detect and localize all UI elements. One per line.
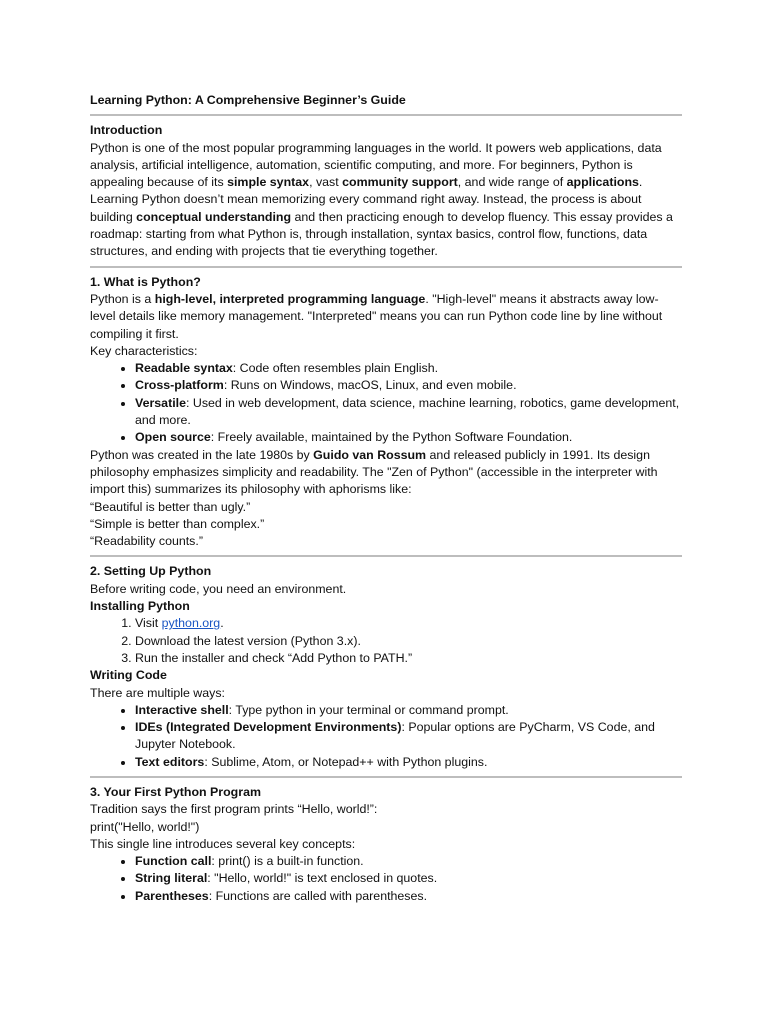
paragraph: This single line introduces several key concepts: [90,836,356,851]
section-heading: 3. Your First Python Program [90,784,261,799]
quote-line: “Simple is better than complex.” [90,516,265,531]
list-item: • Versatile: Used in web development, data science, machine learning, robotics, game development, and more. [135,395,682,430]
paragraph: Python is a high-level, interpreted programming language. "High-level" means it abstracts away low-level details like memory management. "Interpreted" means you can run Python code line by line without compiling it first. [90,291,663,341]
section-divider [90,555,682,557]
section-divider [90,114,682,116]
list-item: 3. Run the installer and check “Add Python to PATH.” [135,650,682,667]
section-setting-up-python [90,563,682,771]
paragraph: Before writing code, you need an environment. [90,581,347,596]
quote-line: “Beautiful is better than ugly.” [90,499,251,514]
paragraph: There are multiple ways: [90,685,225,700]
intro-paragraph: Python is one of the most popular programming languages in the world. It powers web applications, data analysis, artificial intelligence, automation, scientific computing, and more. For beginners, Python is appealing because of its simple syntax, vast community support, and wide range of applications. Learning Python doesn’t mean memorizing every command right away. Instead, the process is about building conceptual understanding and then practicing enough to develop fluency. This essay provides a roadmap: starting from what Python is, through installation, syntax basics, control flow, functions, data structures, and ending with projects that tie everything together. [90,140,673,259]
paragraph: Python was created in the late 1980s by Guido van Rossum and released publicly in 1991. Its design philosophy emphasizes simplicity and readability. The "Zen of Python" (accessible in the interpreter with import this) summarizes its philosophy with aphorisms like: [90,447,658,497]
subheading: Installing Python [90,599,190,614]
bullet-list [90,853,682,905]
list-item: • Cross-platform: Runs on Windows, macOS, Linux, and even mobile. [135,377,682,394]
list-item: • IDEs (Integrated Development Environments): Popular options are PyCharm, VS Code, and Jupyter Notebook. [135,719,682,754]
python-org-link[interactable]: python.org [161,616,221,631]
section-heading: 1. What is Python? [90,274,201,289]
section-introduction [90,122,682,260]
section-what-is-python [90,274,682,551]
list-item: • String literal: "Hello, world!" is text enclosed in quotes. [135,870,682,887]
list-item: • Text editors: Sublime, Atom, or Notepad++ with Python plugins. [135,754,682,771]
list-item: • Open source: Freely available, maintained by the Python Software Foundation. [135,429,682,446]
bullet-list [90,360,682,446]
quote-line: “Readability counts.” [90,534,203,549]
list-item: • Parentheses: Functions are called with parentheses. [135,888,682,905]
paragraph: Tradition says the first program prints “Hello, world!”: [90,802,378,817]
section-first-program [90,784,682,905]
list-item: • Function call: print() is a built-in function. [135,853,682,870]
section-heading: 2. Setting Up Python [90,564,212,579]
numbered-list [90,615,682,667]
code-line: print("Hello, world!") [90,819,200,834]
list-item: • Interactive shell: Type python in your terminal or command prompt. [135,702,682,719]
section-heading: Introduction [90,123,163,138]
list-item: 2. Download the latest version (Python 3.x). [135,633,682,650]
list-item: 1. Visit python.org. [135,615,682,632]
section-divider [90,776,682,778]
subheading: Writing Code [90,668,167,683]
document-title: Learning Python: A Comprehensive Beginner’s Guide [90,93,406,107]
section-divider [90,266,682,268]
key-characteristics-label: Key characteristics: [90,343,198,358]
bullet-list [90,702,682,771]
list-item: • Readable syntax: Code often resembles plain English. [135,360,682,377]
document-content [90,92,682,905]
